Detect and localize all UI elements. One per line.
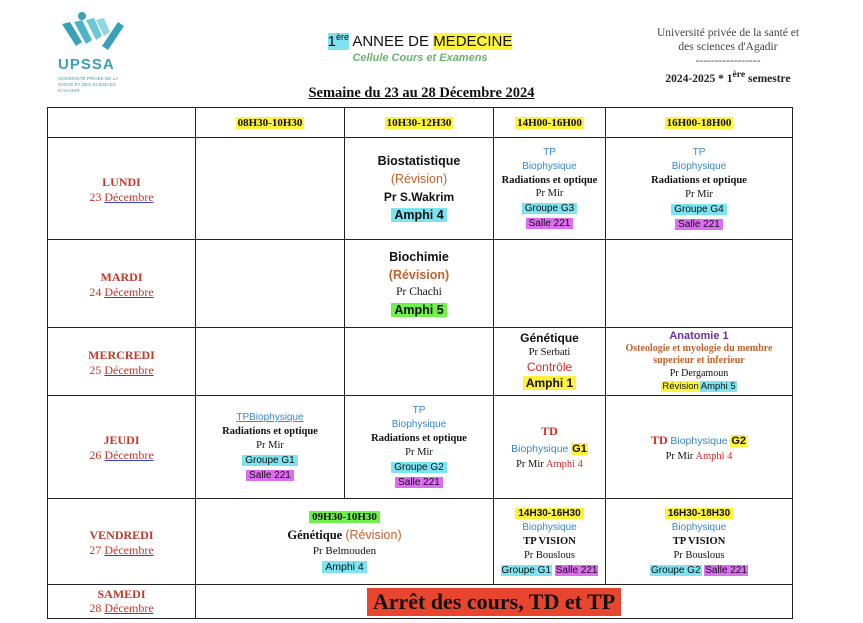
session-cell: [494, 499, 606, 585]
room-badge: Salle 221: [705, 564, 747, 576]
header-right: [640, 26, 816, 86]
annee-badge: [328, 33, 349, 50]
tp-label: TP: [543, 147, 556, 158]
course-title: Génétique: [287, 528, 343, 542]
slot-header: [494, 108, 606, 138]
professor: Pr Chachi: [396, 285, 442, 298]
group-badge: Groupe G1: [501, 564, 552, 576]
professor: Pr Dergamoun: [669, 368, 729, 379]
room-badge: Salle 221: [395, 477, 443, 488]
day-date: 28 Décembre: [89, 601, 154, 615]
medecine-label: MEDECINE: [433, 33, 513, 50]
topic: TP VISION: [672, 535, 726, 547]
day-name: VENDREDI: [89, 527, 154, 542]
slot-header: [345, 108, 494, 138]
session-cell: [345, 240, 494, 328]
year-title: [250, 32, 590, 50]
time-badge: 09H30-10H30: [309, 511, 380, 523]
subject: Biophysique: [522, 161, 577, 172]
day-row-vendredi: [48, 499, 793, 585]
day-cell: [48, 328, 196, 396]
revision-badge: Révision: [662, 381, 699, 392]
revision-tag: (Révision): [345, 528, 402, 542]
day-row-lundi: [48, 138, 793, 240]
professor: Pr Mir: [405, 447, 433, 458]
day-name: MARDI: [100, 269, 143, 284]
group-badge: Groupe G4: [671, 204, 726, 215]
year-sup: ère: [732, 69, 746, 80]
session-cell: [606, 138, 793, 240]
week-title: Semaine du 23 au 28 Décembre 2024: [308, 85, 535, 101]
subject: Biophysique: [670, 434, 728, 447]
room-badge: Salle 221: [675, 219, 723, 230]
tp-label: TP: [412, 405, 426, 416]
td-label: TD: [541, 424, 558, 438]
day-cell: [48, 499, 196, 585]
room-badge: Salle 221: [246, 470, 294, 481]
subject: Biophysique: [671, 521, 727, 533]
session-cell: [494, 396, 606, 499]
corner-cell: [48, 108, 196, 138]
day-date: 24 Décembre: [89, 284, 154, 299]
professor: Pr Mir: [516, 459, 544, 470]
day-cell: [48, 138, 196, 240]
group-badge: G2: [731, 434, 747, 447]
group-badge: Groupe G3: [522, 203, 577, 214]
revision-tag: (Révision): [388, 267, 450, 282]
tp-label: TP: [692, 146, 706, 158]
time-badge: 14H30-16H30: [515, 508, 583, 519]
room-badge: Salle 221: [555, 564, 598, 576]
day-date: 26 Décembre: [89, 448, 154, 462]
empty-cell: [494, 240, 606, 328]
session-cell: [494, 328, 606, 396]
day-name: JEUDI: [103, 433, 140, 447]
topic: Radiations et optique: [501, 175, 598, 186]
group-badge: G1: [572, 443, 587, 455]
topic: Radiations et optique: [222, 426, 318, 437]
room-badge: Amphi 5: [391, 303, 446, 317]
session-cell: [196, 396, 345, 499]
session-cell: [606, 396, 793, 499]
header-center: [250, 32, 590, 64]
subject: TPBiophysique: [236, 412, 304, 423]
slot-label: 10H30-12H30: [386, 116, 452, 129]
subject: Biophysique: [391, 419, 447, 430]
room-badge: Amphi 5: [700, 381, 736, 392]
day-name: SAMEDI: [97, 587, 146, 601]
slot-label: 08H30-10H30: [237, 116, 303, 129]
professor: Pr Mir: [535, 188, 564, 199]
day-cell: [48, 240, 196, 328]
room-badge: Amphi 4: [322, 561, 367, 573]
topic: Radiations et optique: [651, 174, 747, 186]
day-row-jeudi: [48, 396, 793, 499]
day-name: LUNDI: [102, 174, 141, 189]
day-row-samedi: [48, 585, 793, 619]
slot-header: [606, 108, 793, 138]
revision-tag: (Révision): [390, 172, 448, 186]
professor: Pr Bouslous: [673, 549, 725, 561]
slot-header-row: [48, 108, 793, 138]
room-badge: Amphi 1: [523, 376, 576, 390]
day-date: 27 Décembre: [89, 542, 154, 557]
annee-sup: ère: [335, 32, 349, 42]
subject: Biophysique: [511, 443, 569, 455]
annee-number: 1: [327, 33, 336, 50]
room-badge: Amphi 4: [391, 208, 446, 222]
empty-cell: [196, 138, 345, 240]
upssa-logo: [52, 10, 132, 92]
day-date: 25 Décembre: [89, 362, 154, 377]
logo-icon: [52, 10, 132, 56]
day-cell: [48, 585, 196, 619]
annee-text: ANNEE DE: [348, 33, 434, 50]
time-badge: 16H30-18H30: [665, 508, 733, 519]
session-cell: [196, 499, 494, 585]
professor: Pr S.Wakrim: [383, 190, 455, 204]
slot-label: 14H00-16H00: [517, 116, 582, 129]
group-badge: Groupe G1: [242, 455, 297, 466]
univ-line-1: Université privée de la santé et: [656, 27, 800, 39]
group-badge: Groupe G2: [651, 564, 701, 576]
professor: Pr Mir: [256, 440, 284, 451]
semester-text: semestre: [745, 72, 791, 85]
day-row-mercredi: [48, 328, 793, 396]
closure-banner: Arrêt des cours, TD et TP: [367, 588, 621, 616]
td-label: TD: [650, 432, 668, 447]
empty-cell: [196, 240, 345, 328]
logo-wordmark: UPSSA: [58, 56, 115, 73]
room-badge: Salle 221: [526, 218, 574, 229]
course-title: Génétique: [520, 331, 579, 345]
session-cell: [345, 396, 494, 499]
session-cell: [606, 328, 793, 396]
slot-header: [196, 108, 345, 138]
professor: Pr Mir: [685, 188, 713, 200]
topic: Radiations et optique: [371, 433, 467, 444]
day-row-mardi: [48, 240, 793, 328]
professor: Pr Belmouden: [312, 545, 377, 557]
cellule-label: Cellule Cours et Examens: [352, 52, 488, 64]
course-title: Biochimie: [389, 249, 449, 264]
empty-cell: [196, 328, 345, 396]
professor: Pr Serbati: [528, 347, 571, 358]
session-cell: [494, 138, 606, 240]
empty-cell: [345, 328, 494, 396]
topic: TP VISION: [523, 535, 576, 547]
day-name: MERCREDI: [88, 347, 155, 362]
logo-subtext: UNIVERSITÉ PRIVÉE DE LA SANTÉ ET DES SCIENCES D'AGADIR: [58, 76, 118, 93]
professor: Pr Mir: [665, 450, 694, 462]
room-label: Amphi 4: [545, 459, 583, 470]
course-title: Biostatistique: [377, 154, 461, 168]
course-title: Anatomie 1: [669, 330, 729, 342]
timetable: [47, 107, 793, 619]
day-cell: [48, 396, 196, 499]
subject: Biophysique: [522, 521, 577, 533]
year-text: 2024-2025 * 1: [665, 72, 733, 85]
day-date: 23 Décembre: [89, 189, 154, 204]
room-label: Amphi 4: [695, 450, 733, 462]
empty-cell: [606, 240, 793, 328]
closure-cell: [196, 585, 793, 619]
exam-tag: Contrôle: [526, 360, 573, 374]
professor: Pr Bouslous: [523, 549, 576, 561]
dashes: -----------------: [695, 55, 761, 67]
univ-line-2: des sciences d'Agadir: [678, 41, 778, 53]
group-badge: Groupe G2: [391, 462, 446, 473]
academic-year: [640, 68, 816, 86]
subject: Biophysique: [671, 160, 727, 172]
session-cell: [606, 499, 793, 585]
topic: Osteologie et myologie du membre superieur et inferieur: [625, 343, 773, 366]
session-cell: [345, 138, 494, 240]
slot-label: 16H00-18H00: [666, 116, 732, 129]
